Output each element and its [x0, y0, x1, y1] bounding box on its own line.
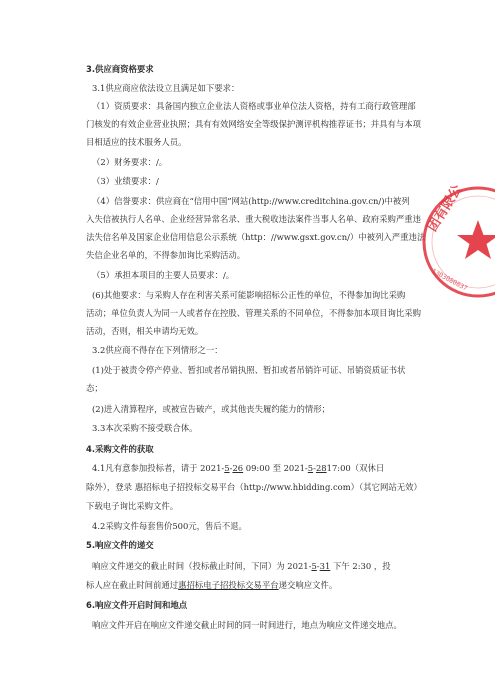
end-month: 5	[307, 463, 314, 473]
item-4-line-3: 法失信名单及国家企业信用信息公示系统（http：//www.gsxt.gov.cn/）中被列入严重违法	[86, 232, 426, 242]
text: 递交响应文件。	[278, 580, 338, 590]
end-day: 28	[315, 463, 327, 473]
section-3-3: 3.3本次采购不接受联合体。	[92, 423, 198, 433]
seal-text-top: 团有限公	[425, 182, 466, 235]
section-6-heading: 6.响应文件开启时间和地点	[86, 600, 188, 610]
item-1-line-2: 门核发的有效企业营业执照；具有有效网络安全等级保护测评机构推荐证书；并具有与本项	[86, 119, 421, 129]
text: -	[316, 561, 320, 571]
seal-text-bottom: 1303080837	[430, 267, 469, 293]
text: 下午 2:30 ，投	[330, 561, 391, 571]
item-4-line-1: （4）信誉要求：供应商在“信用中国”网站(http://www.creditchina.gov.cn/)中被列	[92, 196, 410, 206]
deadline-day: 31	[319, 561, 331, 571]
section-3-heading: 3.供应商资格要求	[86, 64, 154, 74]
section-5-line-1	[92, 561, 444, 572]
text: -	[313, 463, 316, 473]
negative-2: (2)进入清算程序，或被宣告破产，或其他丧失履约能力的情形；	[92, 404, 330, 414]
start-day: 26	[232, 463, 244, 473]
item-6-line-3: 活动，否则，相关申请均无效。	[86, 326, 204, 336]
text: 标人应在截止时间前通过	[86, 580, 179, 590]
company-seal-stamp	[418, 182, 495, 302]
section-4-2: 4.2采购文件每套售价500元，售后不退。	[92, 521, 247, 531]
seal-star-icon	[457, 220, 495, 259]
section-3-2-intro: 3.2供应商不得存在下列情形之一：	[92, 345, 223, 355]
item-5: （5）承担本项目的主要人员要求：/。	[92, 270, 235, 280]
text: 4.1凡有意参加投标者，请于 2021-	[92, 463, 225, 473]
item-6-line-2: 活动；单位负责人为同一人或者存在控股、管理关系的不同单位，不得参加本项目询比采购	[86, 308, 421, 318]
item-4-line-4: 失信企业名单的，不得参加询比采购活动。	[86, 250, 246, 260]
item-6-line-1: (6)其他要求：与采购人存在利害关系可能影响招标公正性的单位，不得参加询比采购	[92, 290, 406, 300]
item-1-line-3: 目相适应的技术服务人员。	[86, 137, 187, 147]
negative-1-line-1: (1)处于被责令停产停业、暂扣或者吊销执照、暂扣或者吊销许可证、吊销资质证书状	[92, 365, 406, 375]
section-5-line-2	[86, 580, 438, 591]
text: 09:00 至 2021-	[243, 463, 308, 473]
start-month: 5	[224, 463, 230, 473]
text: 响应文件递交的截止时间（投标截止时间，下同）为 2021-	[92, 561, 312, 571]
section-4-heading: 4.采购文件的获取	[86, 444, 154, 454]
section-6-line-1: 响应文件开启在响应文件递交截止时间的同一时间进行，地点为响应文件递交地点。	[92, 620, 402, 630]
section-3-1-intro: 3.1供应商应依法设立且满足如下要求：	[92, 83, 240, 93]
text: 17:00（双休日	[326, 463, 385, 473]
item-3: （3）业绩要求：/	[92, 176, 159, 186]
item-4-line-2: 入失信被执行人名单、企业经营异常名录、重大税收违法案件当事人名单、政府采购严重违	[86, 214, 421, 224]
section-4-1-line-1	[92, 463, 444, 474]
section-4-1-line-3: 下载电子询比采购文件。	[86, 501, 179, 511]
negative-1-line-2: 态；	[86, 383, 103, 393]
text: -	[229, 463, 233, 473]
item-1-line-1: （1）资质要求：具备国内独立企业法人资格或事业单位法人资格，持有工商行政管理部	[92, 101, 416, 111]
deadline-month: 5	[311, 561, 317, 571]
platform-link[interactable]: 惠招标电子招投标交易平台	[178, 580, 279, 590]
section-4-1-line-2: 除外），登录 惠招标电子招投标交易平台（http://www.hbidding.com）（其它网站无效）	[86, 482, 422, 492]
item-2: （2）财务要求：/。	[92, 157, 168, 167]
section-5-heading: 5.响应文件的递交	[86, 540, 154, 550]
